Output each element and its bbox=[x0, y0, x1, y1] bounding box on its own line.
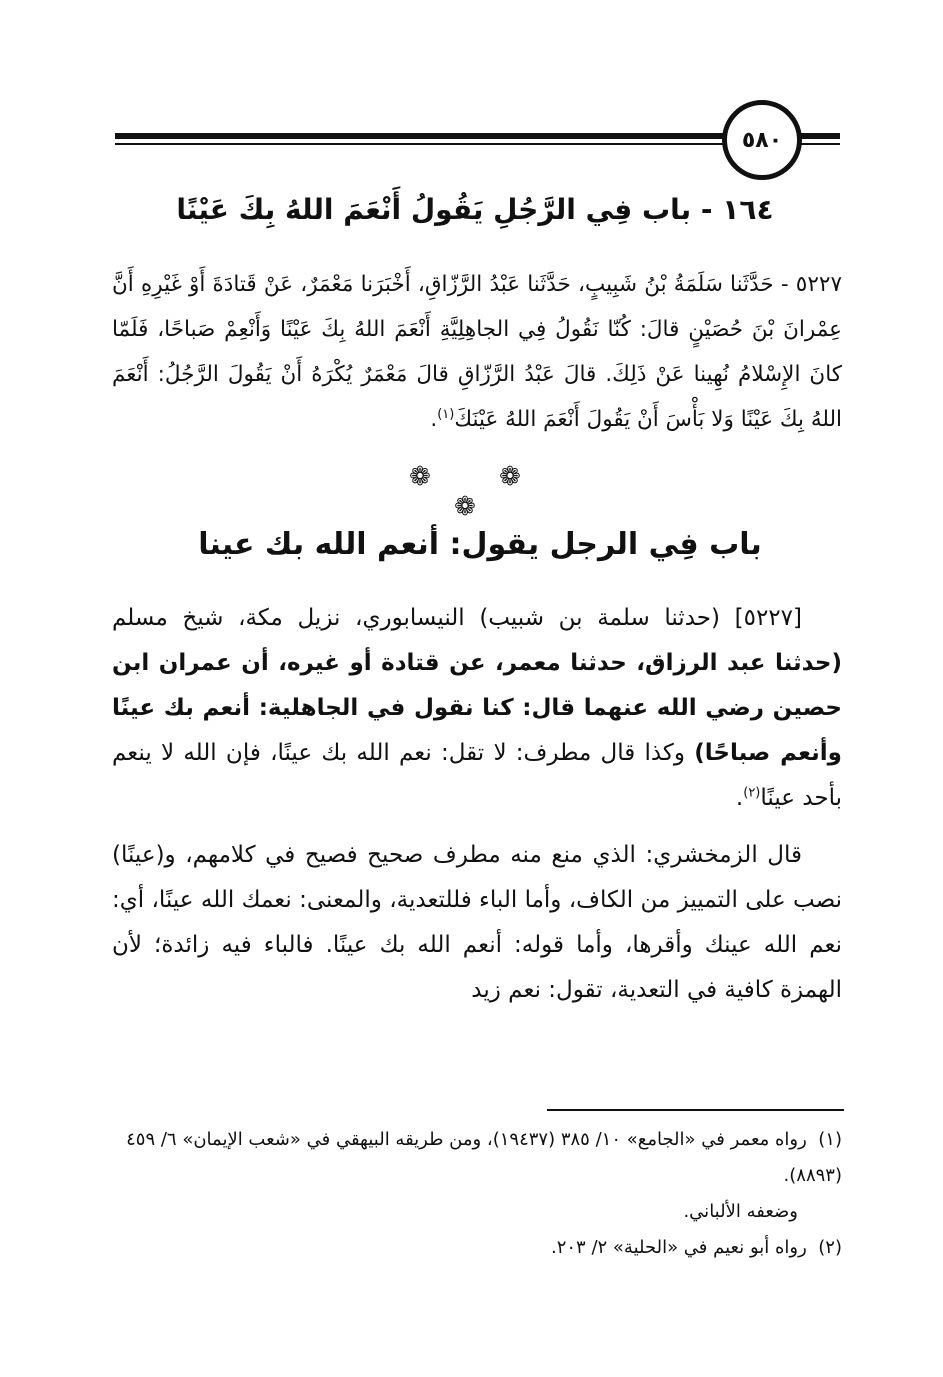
commentary-p1-rest: وكذا قال مطرف: لا تقل: نعم الله بك عينًا، فإن الله لا ينعم بأحد عينًا bbox=[112, 740, 842, 811]
footnotes bbox=[112, 1122, 842, 1266]
footnote-item bbox=[112, 1230, 842, 1266]
footnote-number: (١) bbox=[818, 1129, 842, 1150]
header-rule-right-thin bbox=[800, 143, 840, 145]
footnote-text: رواه معمر في «الجامع» ١٠/ ٣٨٥ (١٩٤٣٧)، ومن طريقه البيهقي في «شعب الإيمان» ٦/ ٤٥٩ (٨٨٩٣). bbox=[126, 1129, 842, 1186]
hadith-text bbox=[112, 262, 842, 442]
hadith-body: ٥٢٢٧ - حَدَّثَنا سَلَمَةُ بْنُ شَبِيبٍ، حَدَّثَنا عَبْدُ الرَّزّاقِ، أَخْبَرَنا مَعْمَرٌ، عَنْ قَتادَةَ أَوْ غَيْرِهِ أَنَّ عِمْرانَ بْنَ حُصَيْنٍ قالَ: كُنّا نَقُولُ فِي الجاهِلِيَّةِ أَنْعَمَ اللهُ بِكَ عَيْنًا وَأَنْعِمْ صَباحًا، فَلَمّا كانَ الإِسْلامُ نُهِينا عَنْ ذَلِكَ. قالَ عَبْدُ الرَّزّاقِ قالَ مَعْمَرٌ يُكْرَهُ أَنْ يَقُولَ الرَّجُلُ: أَنْعَمَ اللهُ بِكَ عَيْنًا وَلا بَأْسَ أَنْ يَقُولَ أَنْعَمَ اللهُ عَيْنَكَ bbox=[112, 272, 842, 432]
commentary-paragraph-2: قال الزمخشري: الذي منع منه مطرف صحيح فصيح في كلامهم، و(عينًا) نصب على التمييز من الكاف، وأما الباء فللتعدية، والمعنى: نعمك الله عينًا، أي: نعم الله عينك وأقرها، وأما قوله: أنعم الله بك عينًا. فالباء فيه زائدة؛ لأن الهمزة كافية في التعدية، تقول: نعم زيد bbox=[112, 842, 842, 1003]
footnote-ref-2[interactable]: (٢) bbox=[743, 785, 761, 801]
footnote-number: (٢) bbox=[818, 1237, 842, 1258]
page-number: ٥٨٠ bbox=[741, 127, 783, 153]
commentary-heading: باب فِي الرجل يقول: أنعم الله بك عينا bbox=[198, 527, 762, 562]
commentary-p1-intro: [٥٢٢٧] (حدثنا سلمة بن شبيب) النيسابوري، نزيل مكة، شيخ مسلم bbox=[112, 605, 802, 631]
header-rule bbox=[115, 133, 727, 147]
footnote-text: رواه أبو نعيم في «الحلية» ٢/ ٢٠٣. bbox=[550, 1237, 807, 1258]
commentary-p1-end: . bbox=[735, 785, 744, 811]
page-number-badge bbox=[722, 100, 802, 180]
footnote-item bbox=[112, 1122, 842, 1194]
footnote-ref-1[interactable]: (١) bbox=[437, 406, 455, 422]
commentary-body bbox=[112, 596, 842, 1013]
header-rule-right bbox=[800, 133, 840, 139]
footnote-divider bbox=[547, 1109, 844, 1111]
commentary-paragraph-1 bbox=[112, 596, 842, 821]
chapter-heading: ١٦٤ - باب فِي الرَّجُلِ يَقُولُ أَنْعَمَ اللهُ بِكَ عَيْنًا bbox=[176, 193, 774, 226]
footnote-text: وضعفه الألباني. bbox=[683, 1201, 798, 1222]
hadith-end: . bbox=[430, 407, 438, 432]
footnote-item bbox=[112, 1194, 842, 1230]
section-separator: ❁ ❁ ❁ bbox=[409, 462, 551, 522]
commentary-p1-quote: (حدثنا عبد الرزاق، حدثنا معمر، عن قتادة أو غيره، أن عمران ابن حصين رضي الله عنهما قال: كنا نقول في الجاهلية: أنعم بك عينًا وأنعم صباحًا) bbox=[112, 650, 842, 766]
